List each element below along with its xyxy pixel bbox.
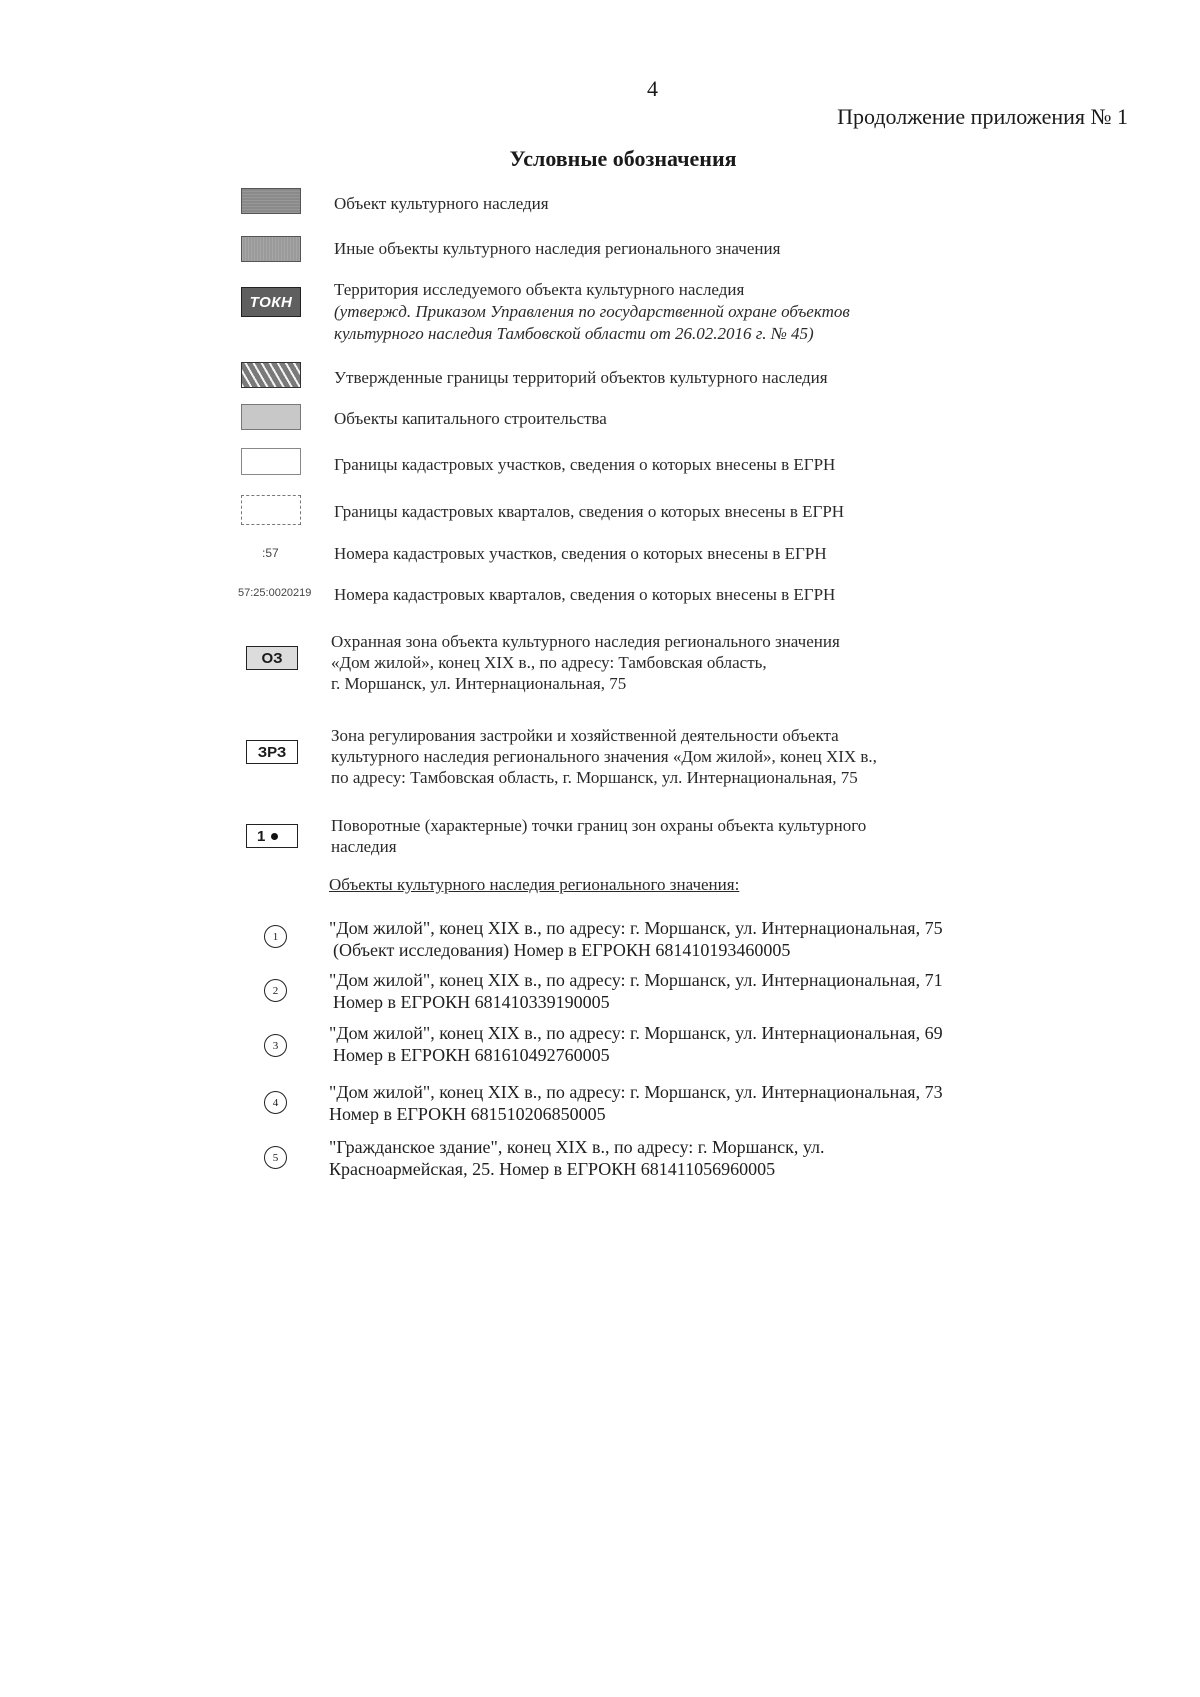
turning-point-number: 1 [257,827,266,845]
legend-item-regulation-zone-line-3: по адресу: Тамбовская область, г. Моршанск, ул. Интернациональная, 75 [331,768,858,787]
cadastral-quarter-boundary-symbol [241,495,301,525]
point-dot-icon [271,833,278,840]
legend-item-protection-zone-line-2: «Дом жилой», конец XIX в., по адресу: Тамбовская область, [331,653,767,672]
regional-heritage-objects-symbol [241,236,301,262]
object-item-5 [329,1136,825,1180]
objects-heading: Объекты культурного наследия регионального значения: [329,875,740,894]
object-item-2 [329,969,943,1013]
legend-item-approved-boundaries: Утвержденные границы территорий объектов культурного наследия [334,368,828,387]
quarter-number-sample: 57:25:0020219 [238,587,312,599]
object-item-1 [329,917,943,961]
cadastral-parcel-boundary-symbol [241,448,301,475]
legend-title: Условные обозначения [509,146,737,171]
legend-item-cadastral-parcels: Границы кадастровых участков, сведения о которых внесены в ЕГРН [334,455,836,474]
protection-zone-symbol: ОЗ [246,646,298,670]
object-registry-number: Номер в ЕГРОКН 681410339190005 [333,992,610,1012]
object-registry-number: Номер в ЕГРОКН 681510206850005 [329,1104,606,1124]
legend-item-quarter-numbers: Номера кадастровых кварталов, сведения о которых внесены в ЕГРН [334,585,836,604]
legend-item-studied-territory-note-1: (утвержд. Приказом Управления по государственной охране объектов [334,302,850,321]
object-number-circle: 5 [264,1146,287,1169]
object-description: "Дом жилой", конец XIX в., по адресу: г. Моршанск, ул. Интернациональная, 69 [329,1023,943,1043]
object-description: "Дом жилой", конец XIX в., по адресу: г. Моршанск, ул. Интернациональная, 71 [329,970,943,990]
legend-item-turning-points-line-1: Поворотные (характерные) точки границ зон охраны объекта культурного [331,816,867,835]
object-registry-number: Номер в ЕГРОКН 681610492760005 [333,1045,610,1065]
legend-item-regulation-zone-line-2: культурного наследия регионального значения «Дом жилой», конец XIX в., [331,747,877,766]
legend-item-protection-zone-line-1: Охранная зона объекта культурного наследия регионального значения [331,632,840,651]
legend-item-heritage-object: Объект культурного наследия [334,194,549,213]
parcel-number-sample: :57 [262,546,279,560]
legend-item-capital-construction: Объекты капитального строительства [334,409,607,428]
legend-item-studied-territory: Территория исследуемого объекта культурного наследия [334,280,745,299]
appendix-continuation-header: Продолжение приложения № 1 [837,104,1128,129]
legend-item-regional-heritage: Иные объекты культурного наследия регионального значения [334,239,781,258]
tokn-symbol-label: ТОКН [249,293,293,311]
tokn-territory-symbol [241,287,301,317]
legend-item-parcel-numbers: Номера кадастровых участков, сведения о которых внесены в ЕГРН [334,544,827,563]
object-registry-number: Красноармейская, 25. Номер в ЕГРОКН 681411056960005 [329,1159,776,1179]
object-number-circle: 1 [264,925,287,948]
page-number: 4 [647,76,658,101]
object-number-circle: 2 [264,979,287,1002]
object-item-4 [329,1081,943,1125]
legend-item-regulation-zone-line-1: Зона регулирования застройки и хозяйственной деятельности объекта [331,726,839,745]
development-regulation-zone-symbol: ЗРЗ [246,740,298,764]
heritage-object-symbol [241,188,301,214]
legend-item-cadastral-quarters: Границы кадастровых кварталов, сведения о которых внесены в ЕГРН [334,502,845,521]
object-number-circle: 3 [264,1034,287,1057]
object-registry-number: (Объект исследования) Номер в ЕГРОКН 681410193460005 [333,940,791,960]
object-number-circle: 4 [264,1091,287,1114]
object-description: "Дом жилой", конец XIX в., по адресу: г. Моршанск, ул. Интернациональная, 73 [329,1082,943,1102]
legend-item-protection-zone-line-3: г. Моршанск, ул. Интернациональная, 75 [331,674,627,693]
object-item-3 [329,1022,943,1066]
legend-item-turning-points-line-2: наследия [331,837,397,856]
object-description: "Дом жилой", конец XIX в., по адресу: г. Моршанск, ул. Интернациональная, 75 [329,918,943,938]
turning-point-symbol [246,824,298,848]
capital-construction-symbol [241,404,301,430]
object-description: "Гражданское здание", конец XIX в., по адресу: г. Моршанск, ул. [329,1137,825,1157]
legend-item-studied-territory-note-2: культурного наследия Тамбовской области от 26.02.2016 г. № 45) [334,324,814,343]
approved-boundaries-hatch-symbol [241,362,301,388]
